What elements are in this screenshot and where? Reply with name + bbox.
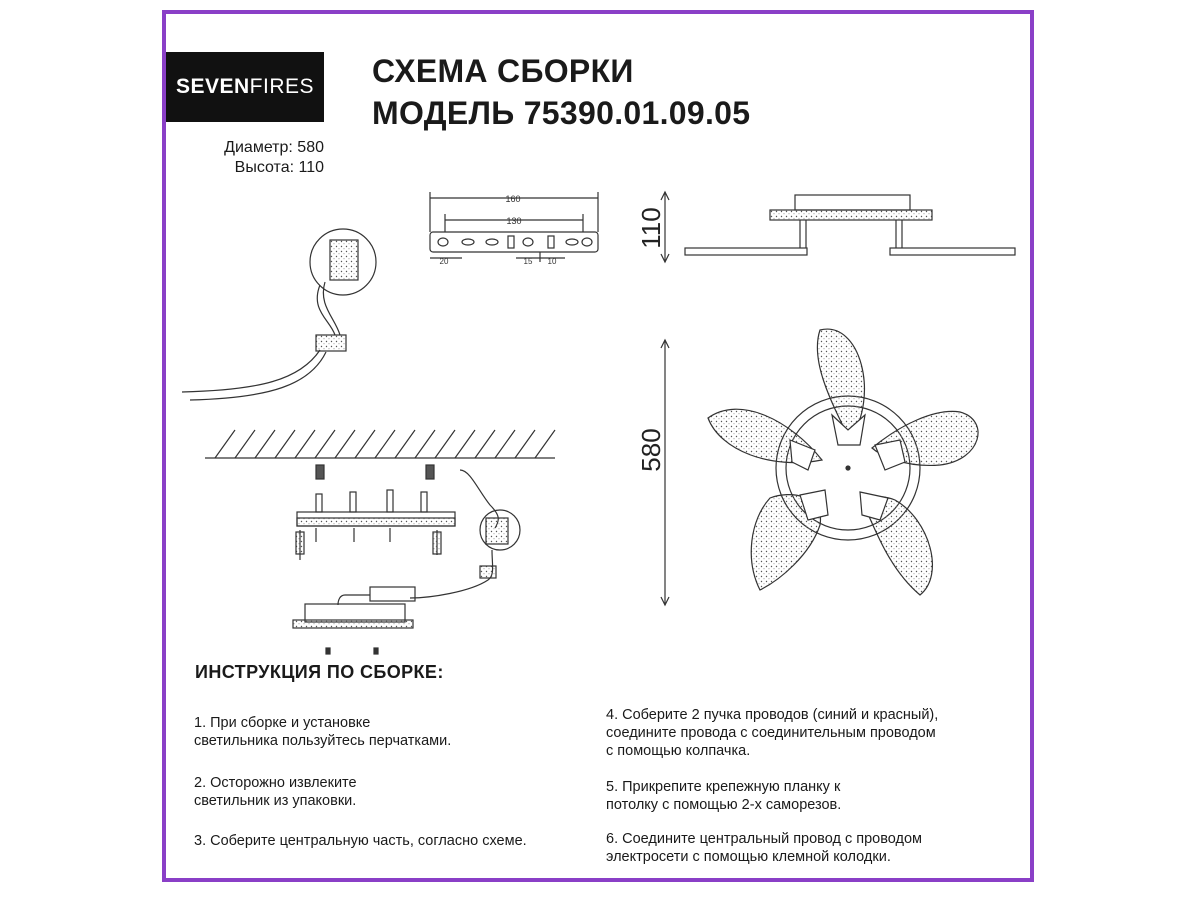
instructions-heading: ИНСТРУКЦИЯ ПО СБОРКЕ:: [195, 662, 444, 682]
spec-height: Высота: 110: [234, 159, 324, 176]
dim-plate-left: 20: [439, 257, 449, 266]
ceiling-assembly: [205, 430, 555, 654]
instruction-step-3: [194, 832, 527, 850]
title-line-1: СХЕМА СБОРКИ: [372, 53, 634, 89]
step-5-line-1: 5. Прикрепите крепежную планку к: [606, 779, 841, 795]
step-1-line-1: 1. При сборке и установке: [194, 715, 371, 731]
instruction-step-6: [606, 830, 922, 866]
step-2-line-1: 2. Осторожно извлеките: [194, 775, 357, 791]
dim-diameter: 580: [636, 428, 666, 472]
instruction-step-5: [606, 778, 841, 814]
dim-plate-outer: 160: [505, 194, 521, 204]
dim-plate-inner: 130: [506, 216, 522, 226]
dim-plate-right: 10: [547, 257, 557, 266]
brand-light: FIRES: [249, 75, 315, 98]
step-6-line-1: 6. Соедините центральный провод с проводом: [606, 831, 922, 847]
step-4-line-2: соедините провода с соединительным проводом: [606, 725, 936, 741]
dim-height: 110: [636, 207, 666, 249]
step-4-line-1: 4. Соберите 2 пучка проводов (синий и красный),: [606, 707, 939, 723]
step-6-line-2: электросети с помощью клемной колодки.: [606, 849, 891, 865]
step-5-line-2: потолку с помощью 2-х саморезов.: [606, 797, 842, 813]
instruction-step-4: [606, 706, 938, 760]
dim-plate-mid: 15: [523, 257, 533, 266]
step-3-line-1: 3. Соберите центральную часть, согласно схеме.: [194, 833, 527, 849]
instruction-step-2: [194, 774, 357, 810]
brand-bold: SEVEN: [175, 75, 250, 98]
top-view: [661, 329, 978, 605]
side-view: [661, 192, 1015, 262]
title-line-2: МОДЕЛЬ 75390.01.09.05: [372, 95, 751, 131]
wire-detail: [182, 229, 376, 400]
instruction-step-1: [194, 714, 451, 750]
step-1-line-2: светильника пользуйтесь перчатками.: [194, 733, 452, 749]
step-4-line-3: с помощью колпачка.: [606, 743, 751, 759]
step-2-line-2: светильник из упаковки.: [194, 793, 357, 809]
spec-diameter: Диаметр: 580: [224, 139, 324, 156]
